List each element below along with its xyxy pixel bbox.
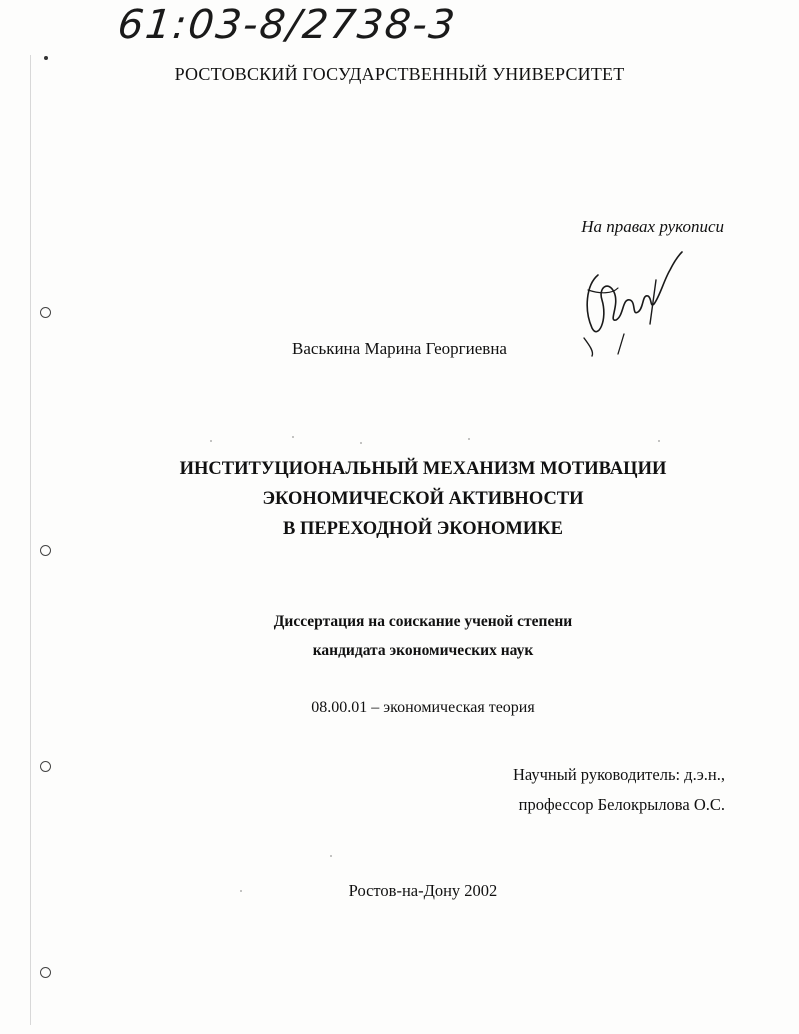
author-name: Васькина Марина Георгиевна — [292, 339, 507, 358]
supervisor-line: профессор Белокрылова О.С. — [518, 795, 725, 814]
scan-speck — [658, 440, 660, 442]
handwritten-archive-code: 61:03-8/2738-3 — [115, 2, 459, 48]
binding-hole-mark — [40, 967, 51, 978]
degree-line: Диссертация на соискание ученой степени — [273, 613, 573, 630]
thesis-title-line: В ПЕРЕХОДНОЙ ЭКОНОМИКЕ — [282, 519, 564, 539]
scan-speck — [240, 890, 242, 892]
binding-hole-mark — [40, 545, 51, 556]
binding-hole-mark — [40, 307, 51, 318]
supervisor-line: Научный руководитель: д.э.н., — [512, 765, 725, 784]
manuscript-rights-note: На правах рукописи — [581, 217, 724, 236]
city-and-year: Ростов-на-Дону 2002 — [348, 881, 498, 900]
scan-speck — [468, 438, 470, 440]
scan-speck — [360, 442, 362, 444]
university-name: РОСТОВСКИЙ ГОСУДАРСТВЕННЫЙ УНИВЕРСИТЕТ — [174, 64, 625, 84]
thesis-title-line: ИНСТИТУЦИОНАЛЬНЫЙ МЕХАНИЗМ МОТИВАЦИИ — [179, 459, 667, 479]
degree-statement — [0, 607, 799, 665]
supervisor-block — [513, 760, 725, 820]
thesis-title — [0, 454, 799, 544]
binding-hole-mark — [40, 761, 51, 772]
scan-speck — [210, 440, 212, 442]
specialty-code: 08.00.01 – экономическая теория — [311, 699, 535, 716]
scan-speck — [330, 855, 332, 857]
thesis-title-line: ЭКОНОМИЧЕСКОЙ АКТИВНОСТИ — [262, 489, 584, 509]
scan-speck — [292, 436, 294, 438]
degree-line: кандидата экономических наук — [312, 642, 534, 659]
scan-speck — [44, 56, 48, 60]
